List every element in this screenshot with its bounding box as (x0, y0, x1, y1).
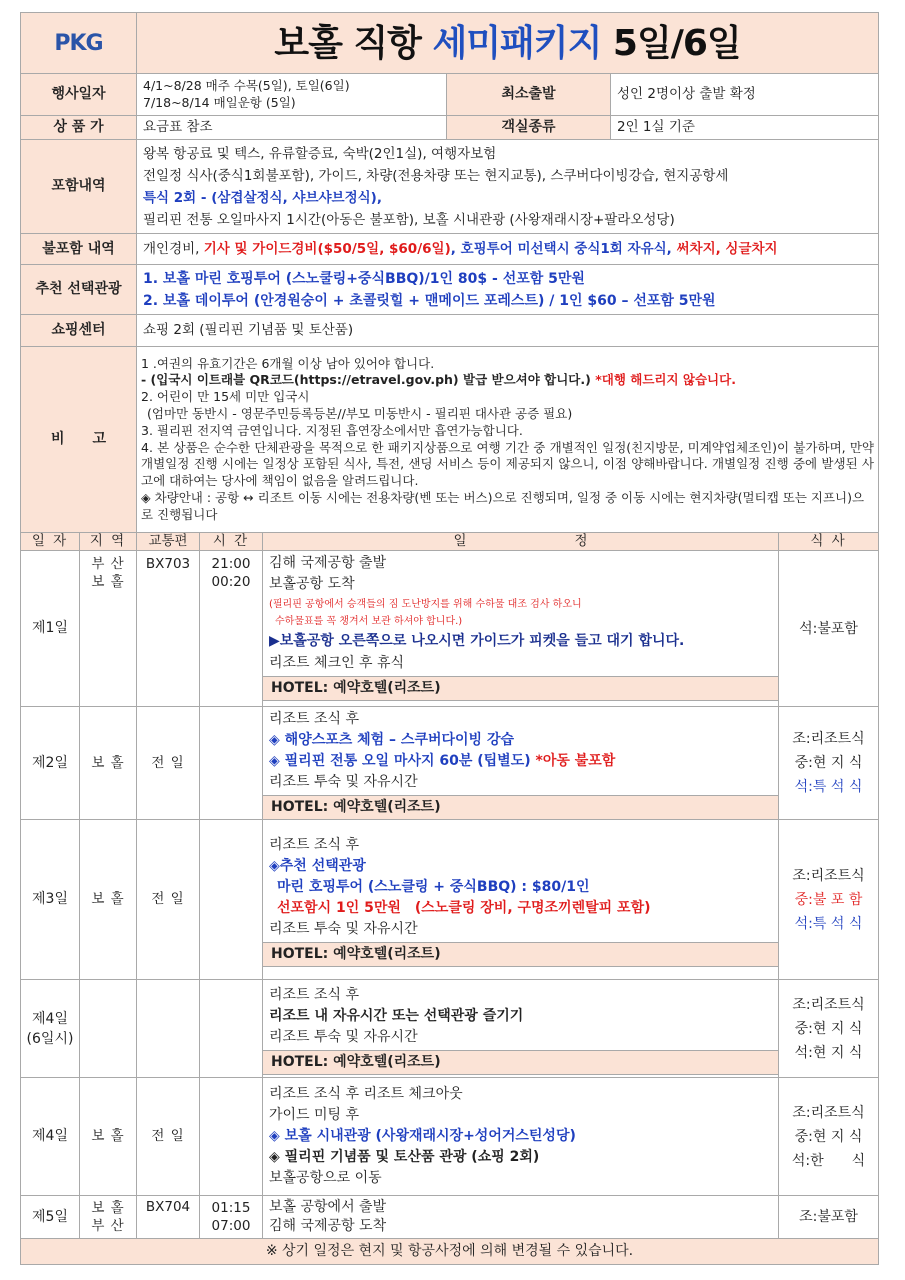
itinerary: 리조트 조식 후 ◈추천 선택관광 마린 호핑투어 (스노클링 + 중식BBQ) : $80/1인 선포함시 1인 5만원 (스노클링 장비, 구명조끼렌탈피 포함) 리조트 투숙 및 자유시간 HOTEL: 예약호텔(리조트) (263, 820, 779, 980)
schedule-row-day2 (21, 707, 879, 820)
flight-number: BX703 (137, 551, 200, 707)
optional-tours-label: 추천 선택관광 (21, 265, 137, 315)
day-label: 제2일 (21, 707, 80, 820)
excluded-label: 불포함 내역 (21, 234, 137, 265)
flight-number: 전 일 (137, 820, 200, 980)
itinerary: 김해 국제공항 출발 보홀공항 도착 (필리핀 공항에서 승객들의 짐 도난방지를 위해 수하물 대조 검사 하오니 수하물표를 꼭 챙겨서 보관 하셔야 합니다.) ▶보홀공항 오른쪽으로 나오시면 가이드가 피켓을 들고 대기 합니다. 리조트 체크인 후 휴식 HOTEL: 예약호텔(리조트) (263, 551, 779, 707)
hotel-info: HOTEL: 예약호텔(리조트) (262, 795, 779, 820)
price-value: 요금표 참조 (137, 116, 447, 140)
flight-time (200, 820, 263, 980)
room-value: 2인 1실 기준 (611, 116, 879, 140)
room-label: 객실종류 (447, 116, 611, 140)
region: 보 홀 부 산 (80, 1196, 137, 1239)
region: 보 홀 (80, 1078, 137, 1196)
footer-note: ※ 상기 일정은 현지 및 항공사정에 의해 변경될 수 있습니다. (21, 1239, 879, 1265)
schedule-row-day4-6day (21, 980, 879, 1078)
day-label: 제3일 (21, 820, 80, 980)
shopping-value: 쇼핑 2회 (필리핀 기념품 및 토산품) (137, 315, 879, 347)
meal-info: 조:불포함 (779, 1196, 879, 1239)
remarks-value: 1 .여권의 유효기간은 6개월 이상 남아 있어야 합니다. - (입국시 이트래블 QR코드(https://etravel.gov.ph) 발급 받으셔야 합니다.) *대행 해드리지 않습니다. 2. 어린이 만 15세 미만 입국시 (엄마만 동반시 - 영문주민등록등본//부모 미동반시 - 필리핀 대사관 공증 필요) 3. 필리핀 전지역 금연입니다. 지정된 흡연장소에서만 흡연가능합니다. 4. 본 상품은 순수한 단체관광을 목적으로 한 패키지상품으로 여행 기간 중 개별적인 일정(친지방문, 미계약업체조인)이 불가하며, 만약 개별일정 진행 시에는 일정상 포함된 식사, 특전, 샌딩 서비스 등이 제공되지 않으니, 이점 양해바랍니다. 개별일정 진행 중에 발생된 사고에 대하여는 당사에 책임이 없음을 알려드립니다. ◈ 차량안내 : 공항 ↔ 리조트 이동 시에는 전용차량(벤 또는 버스)으로 진행되며, 일정 중 이동 시에는 현지차량(멀티캡 또는 지프니)으로 진행됩니다 (137, 347, 879, 533)
region: 보 홀 (80, 820, 137, 980)
region: 보 홀 (80, 707, 137, 820)
meal-info: 조:리조트식 중:현 지 식 석:한 식 (779, 1078, 879, 1196)
min-departure-label: 최소출발 (447, 74, 611, 116)
schedule-row-day1 (21, 551, 879, 707)
schedule-row-day5 (21, 1196, 879, 1239)
itinerary-document (20, 12, 878, 1265)
region (80, 980, 137, 1078)
itinerary: 리조트 조식 후 리조트 내 자유시간 또는 선택관광 즐기기 리조트 투숙 및 자유시간 HOTEL: 예약호텔(리조트) (263, 980, 779, 1078)
included-label: 포함내역 (21, 140, 137, 234)
schedule-table (20, 532, 879, 1265)
flight-time (200, 1078, 263, 1196)
col-flight: 교통편 (137, 533, 200, 551)
col-region: 지 역 (80, 533, 137, 551)
region: 부 산 보 홀 (80, 551, 137, 707)
hotel-info: HOTEL: 예약호텔(리조트) (262, 942, 779, 967)
travel-dates-label: 행사일자 (21, 74, 137, 116)
schedule-row-day3 (21, 820, 879, 980)
pkg-logo: PKG (21, 13, 137, 74)
day-label: 제4일 (21, 1078, 80, 1196)
schedule-row-day4 (21, 1078, 879, 1196)
excluded-value: 개인경비, 기사 및 가이드경비($50/5일, $60/6일), 호핑투어 미선택시 중식1회 자유식, 써차지, 싱글차지 (137, 234, 879, 265)
flight-time: 21:00 00:20 (200, 551, 263, 707)
remarks-label: 비 고 (21, 347, 137, 533)
flight-time (200, 980, 263, 1078)
day-label: 제1일 (21, 551, 80, 707)
itinerary: 리조트 조식 후 리조트 체크아웃 가이드 미팅 후 ◈ 보홀 시내관광 (사왕재래시장+성어거스틴성당) ◈ 필리핀 기념품 및 토산품 관광 (쇼핑 2회) 보홀공항으로 이동 (263, 1078, 779, 1196)
col-day: 일 자 (21, 533, 80, 551)
itinerary: 보홀 공항에서 출발 김해 국제공항 도착 (263, 1196, 779, 1239)
included-value: 왕복 항공료 및 텍스, 유류할증료, 숙박(2인1실), 여행자보험 전일정 식사(중식1회불포함), 가이드, 차량(전용차량 또는 현지교통), 스쿠버다이빙강습, 현지공항세 특식 2회 - (삼겹살정식, 샤브샤브정식), 필리핀 전통 오일마사지 1시간(아동은 불포함), 보홀 시내관광 (사왕재래시장+팔라오성당) (137, 140, 879, 234)
col-time: 시 간 (200, 533, 263, 551)
flight-time (200, 707, 263, 820)
info-table (20, 12, 879, 533)
itinerary: 리조트 조식 후 ◈ 해양스포츠 체험 – 스쿠버다이빙 강습 ◈ 필리핀 전통 오일 마사지 60분 (팁별도) *아동 불포함 리조트 투숙 및 자유시간 HOTEL: 예약호텔(리조트) (263, 707, 779, 820)
flight-number (137, 980, 200, 1078)
day-label: 제4일 (6일시) (21, 980, 80, 1078)
meal-info: 조:리조트식 중:현 지 식 석:현 지 식 (779, 980, 879, 1078)
meal-info: 조:리조트식 중:현 지 식 석:특 석 식 (779, 707, 879, 820)
day-label: 제5일 (21, 1196, 80, 1239)
col-itinerary: 일 정 (263, 533, 779, 551)
flight-number: BX704 (137, 1196, 200, 1239)
flight-time: 01:15 07:00 (200, 1196, 263, 1239)
optional-tours-value: 1. 보홀 마린 호핑투어 (스노쿨링+중식BBQ)/1인 80$ - 선포함 5만원 2. 보홀 데이투어 (안경원숭이 + 초콜릿힐 + 맨메이드 포레스트) / 1인 $60 – 선포함 5만원 (137, 265, 879, 315)
travel-dates-value: 4/1~8/28 매주 수목(5일), 토일(6일) 7/18~8/14 매일운항 (5일) (137, 74, 447, 116)
flight-number: 전 일 (137, 1078, 200, 1196)
meal-info: 조:리조트식 중:불 포 함 석:특 석 식 (779, 820, 879, 980)
price-label: 상 품 가 (21, 116, 137, 140)
col-meal: 식 사 (779, 533, 879, 551)
shopping-label: 쇼핑센터 (21, 315, 137, 347)
hotel-info: HOTEL: 예약호텔(리조트) (262, 676, 779, 701)
meal-info: 석:불포함 (779, 551, 879, 707)
flight-number: 전 일 (137, 707, 200, 820)
page-title: 보홀 직항 세미패키지 5일/6일 (137, 13, 879, 74)
min-departure-value: 성인 2명이상 출발 확정 (611, 74, 879, 116)
hotel-info: HOTEL: 예약호텔(리조트) (262, 1050, 779, 1075)
